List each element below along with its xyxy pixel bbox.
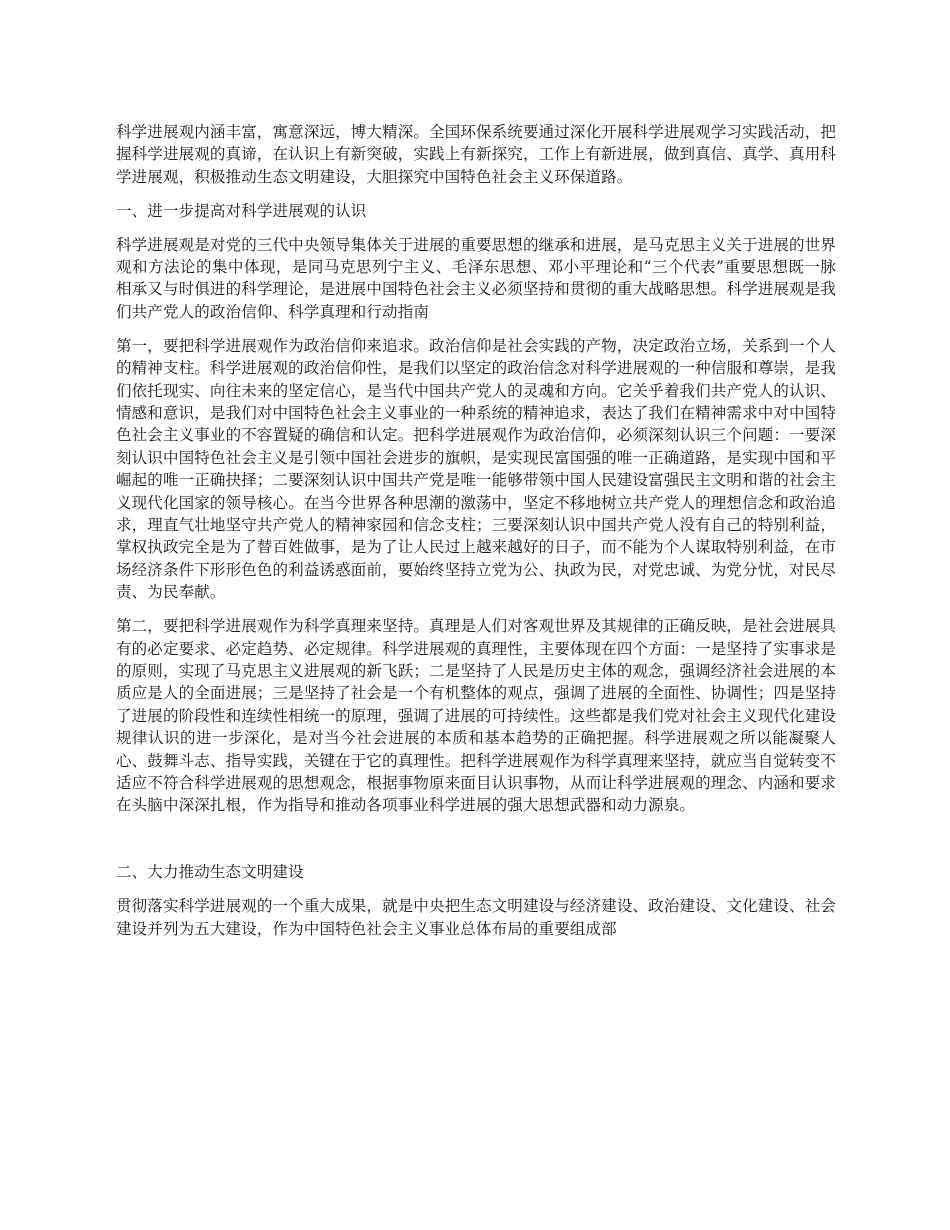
section-1-paragraph-1: 科学进展观是对党的三代中央领导集体关于进展的重要思想的继承和进展，是马克思主义关于进展的世界观和方法论的集中体现，是同马克思列宁主义、毛泽东思想、邓小平理论和“三个代表”重要思想既一脉相承又与时俱进的科学理论，是进展中国特色社会主义必须坚持和贯彻的重大战略思想。科学进展观是我们共产党人的政治信仰、科学真理和行动指南 <box>116 235 836 321</box>
section-spacer <box>116 828 836 861</box>
document-body <box>116 121 836 952</box>
section-2-paragraph-1: 贯彻落实科学进展观的一个重大成果，就是中央把生态文明建设与经济建设、政治建设、文化建设、社会建设并列为五大建设，作为中国特色社会主义事业总体布局的重要组成部 <box>116 897 836 938</box>
intro-paragraph: 科学进展观内涵丰富，寓意深远，博大精深。全国环保系统要通过深化开展科学进展观学习实践活动，把握科学进展观的真谛，在认识上有新突破，实践上有新探究，工作上有新进展，做到真信、真学、真用科学进展观，积极推动生态文明建设，大胆探究中国特色社会主义环保道路。 <box>116 123 836 186</box>
section-1-paragraph-2: 第一，要把科学进展观作为政治信仰来追求。政治信仰是社会实践的产物，决定政治立场，关系到一个人的精神支柱。科学进展观的政治信仰性，是我们以坚定的政治信念对科学进展观的一种信服和尊崇，是我们依托现实、向往未来的坚定信心，是当代中国共产党人的灵魂和方向。它关乎着我们共产党人的认识、情感和意识，是我们对中国特色社会主义事业的一种系统的精神追求，表达了我们在精神需求中对中国特色社会主义事业的不容置疑的确信和认定。把科学进展观作为政治信仰，必须深刻认识三个问题：一要深刻认识中国特色社会主义是引领中国社会进步的旗帜，是实现民富国强的唯一正确道路，是实现中国和平崛起的唯一正确抉择；二要深刻认识中国共产党是唯一能够带领中国人民建设富强民主文明和谐的社会主义现代化国家的领导核心。在当今世界各种思潮的激荡中，坚定不移地树立共产党人的理想信念和政治追求，理直气壮地坚守共产党人的精神家园和信念支柱；三要深刻认识中国共产党人没有自己的特别利益，掌权执政完全是为了替百姓做事，是为了让人民过上越来越好的日子，而不能为个人谋取特别利益，在市场经济条件下形形色色的利益诱惑面前，要始终坚持立党为公、执政为民，对党忠诚、为党分忧，对民尽责、为民奉献。 <box>116 336 836 602</box>
section-2-heading: 二、大力推动生态文明建设 <box>116 863 304 882</box>
section-1-heading: 一、进一步提高对科学进展观的认识 <box>116 201 367 220</box>
section-1-paragraph-3: 第二，要把科学进展观作为科学真理来坚持。真理是人们对客观世界及其规律的正确反映，是社会进展具有的必定要求、必定趋势、必定规律。科学进展观的真理性，主要体现在四个方面：一是坚持了实事求是的原则，实现了马克思主义进展观的新飞跃；二是坚持了人民是历史主体的观念，强调经济社会进展的本质应是人的全面进展；三是坚持了社会是一个有机整体的观点，强调了进展的全面性、协调性；四是坚持了进展的阶段性和连续性相统一的原理，强调了进展的可持续性。这些都是我们党对社会主义现代化建设规律认识的进一步深化，是对当今社会进展的本质和基本趋势的正确把握。科学进展观之所以能凝聚人心、鼓舞斗志、指导实践，关键在于它的真理性。把科学进展观作为科学真理来坚持，就应当自觉转变不适应不符合科学进展观的思想观念，根据事物原来面目认识事物，从而让科学进展观的理念、内涵和要求在头脑中深深扎根，作为指导和推动各项事业科学进展的强大思想武器和动力源泉。 <box>116 617 836 815</box>
